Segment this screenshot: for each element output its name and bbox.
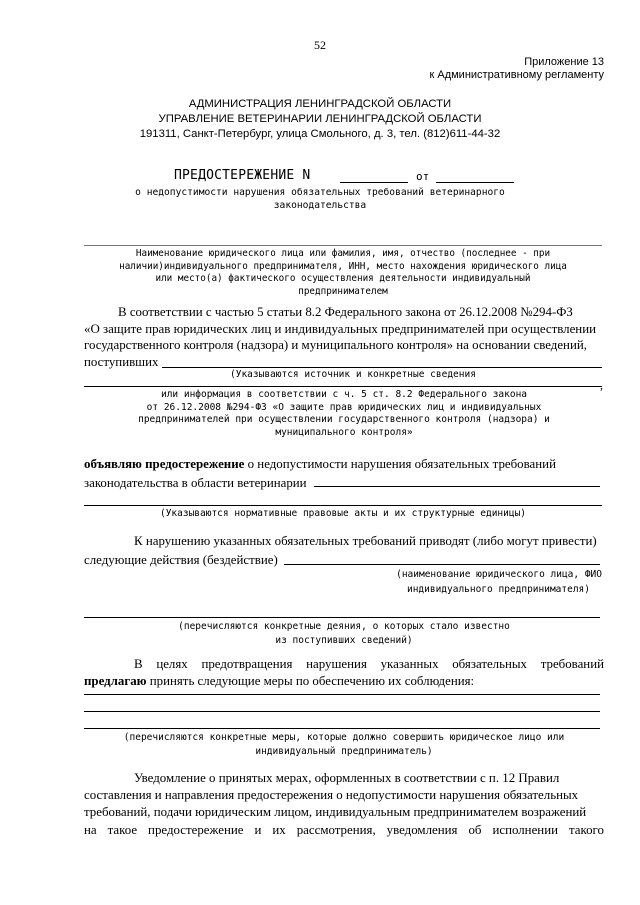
word: целях — [156, 657, 188, 671]
subtitle-line-2: законодательства — [273, 200, 367, 211]
notification-line-4 — [84, 822, 604, 839]
received-from-field-line — [162, 367, 602, 368]
recipient-caption-line-3: или место(а) фактического осуществления деятельности индивидуальный — [155, 273, 531, 285]
source-caption-line-4: предпринимателей при осуществлении государственного контроля (надзора) и — [138, 414, 550, 426]
notification-line-3: требований, подачи юридическим лицом, индивидуальным предпринимателем возражений — [84, 805, 587, 820]
word: нарушения — [306, 657, 367, 671]
acts-field-line — [84, 505, 602, 506]
measures-caption-line-1: (перечисляются конкретные меры, которые должно совершить юридическое лицо или — [123, 732, 565, 743]
legal-basis-line-4: поступивших — [84, 354, 159, 369]
deeds-field-line — [84, 617, 600, 618]
source-trail-comma: , — [600, 378, 603, 392]
authority-line-2: УПРАВЛЕНИЕ ВЕТЕРИНАРИИ ЛЕНИНГРАДСКОЙ ОБЛАСТИ — [158, 113, 482, 125]
appendix-line-1: Приложение 13 — [524, 56, 604, 68]
recipient-caption-line-1: Наименование юридического лица или фамилия, имя, отчество (последнее - при — [135, 248, 551, 259]
source-caption-line-3: от 26.12.2008 №294-ФЗ «О защите прав юридических лиц и индивидуальных — [146, 401, 542, 413]
name-caption-line-2: индивидуального предпринимателя) — [406, 584, 590, 595]
deeds-caption — [84, 620, 604, 648]
source-caption — [84, 389, 604, 439]
measures-caption — [84, 731, 604, 759]
authority-line-1: АДМИНИСТРАЦИЯ ЛЕНИНГРАДСКОЙ ОБЛАСТИ — [188, 98, 452, 110]
measures-line-1 — [84, 656, 604, 673]
word: такого — [568, 822, 604, 837]
word: их — [272, 822, 286, 837]
word: исполнении — [492, 822, 558, 837]
authority-header — [60, 97, 580, 142]
word: предостережение — [148, 822, 244, 837]
declare-line-2: законодательства в области ветеринарии — [84, 476, 307, 490]
recipient-field-line — [84, 245, 602, 246]
propose-rest-text: принять следующие меры по обеспечению их соблюдения: — [149, 674, 475, 688]
notification-line-1: Уведомление о принятых мерах, оформленных в соответствии с п. 12 Правил — [134, 771, 560, 785]
deeds-caption-line-2: из поступивших сведений) — [275, 635, 413, 646]
declare-rest-text: о недопустимости нарушения обязательных требований — [247, 457, 556, 471]
subtitle-line-1: о недопустимости нарушения обязательных требований ветеринарного — [135, 187, 505, 198]
document-subtitle — [60, 186, 580, 212]
veterinary-law-field-line — [314, 486, 600, 487]
acts-caption: (Указываются нормативные правовые акты и их структурные единицы) — [159, 508, 527, 519]
propose-bold-text: предлагаю — [84, 674, 147, 688]
word: предотвращения — [201, 657, 293, 671]
deeds-caption-line-1: (перечисляются конкретные деяния, о которых стало известно — [178, 621, 510, 632]
name-caption — [300, 567, 602, 597]
actions-line-2: следующие действия (бездействие) — [84, 552, 278, 567]
word: и — [254, 822, 262, 837]
notification-line-2: составления и направления предостережения о недопустимости нарушения обязательных — [84, 788, 579, 803]
word: обязательных — [452, 657, 527, 671]
word: уведомления — [386, 822, 458, 837]
paragraph-legal-basis — [84, 304, 604, 370]
legal-basis-line-2: «О защите прав юридических лиц и индивидуальных предпринимателей при осуществлении — [84, 321, 596, 336]
word: рассмотрения, — [296, 822, 376, 837]
page-number: 52 — [314, 38, 326, 52]
measures-field-line-3 — [84, 728, 600, 729]
date-field-line — [436, 182, 514, 183]
measures-field-line-2 — [84, 711, 600, 712]
paragraph-declaration — [84, 455, 604, 493]
actions-line-1: К нарушению указанных обязательных требований приводят (либо могут привести) — [134, 534, 597, 548]
declare-bold-text: объявляю предостережение — [84, 457, 245, 471]
recipient-caption-line-4: предпринимателем — [298, 285, 388, 297]
source-caption-line-5: муниципального контроля» — [275, 426, 413, 438]
appendix-note — [300, 56, 604, 82]
source-field-line — [84, 386, 602, 387]
recipient-caption-line-2: наличии)индивидуального предпринимателя, ИНН, место нахождения юридического лица — [119, 260, 567, 272]
actions-field-line — [284, 564, 600, 565]
word: В — [134, 657, 143, 671]
source-caption-line-2: или информация в соответствии с ч. 5 ст. 8.2 Федерального закона — [160, 389, 528, 400]
paragraph-measures — [84, 656, 604, 690]
document-title: ПРЕДОСТЕРЕЖЕНИЕ N — [174, 168, 311, 183]
legal-basis-line-3: государственного контроля (надзора) и муниципального контроля» на основании сведений, — [84, 338, 587, 353]
word: об — [468, 822, 482, 837]
legal-basis-line-1: В соответствии с частью 5 статьи 8.2 Федерального закона от 26.12.2008 №294-ФЗ — [118, 305, 573, 319]
date-label: от — [416, 170, 430, 183]
appendix-line-2: к Административному регламенту — [429, 69, 604, 81]
source-caption-line-1: (Указываются источник и конкретные сведения — [230, 369, 476, 380]
recipient-caption — [80, 248, 606, 298]
word: указанных — [380, 657, 439, 671]
word: на — [84, 822, 97, 837]
paragraph-notification — [84, 770, 604, 839]
measures-field-line-1 — [84, 694, 600, 695]
number-field-line — [340, 182, 408, 183]
authority-address: 191311, Санкт-Петербург, улица Смольного, д. 3, тел. (812)611-44-32 — [139, 128, 501, 140]
word: требований — [540, 657, 604, 671]
measures-caption-line-2: индивидуальный предприниматель) — [255, 746, 433, 757]
name-caption-line-1: (наименование юридического лица, ФИО — [396, 569, 602, 580]
word: такое — [107, 822, 138, 837]
